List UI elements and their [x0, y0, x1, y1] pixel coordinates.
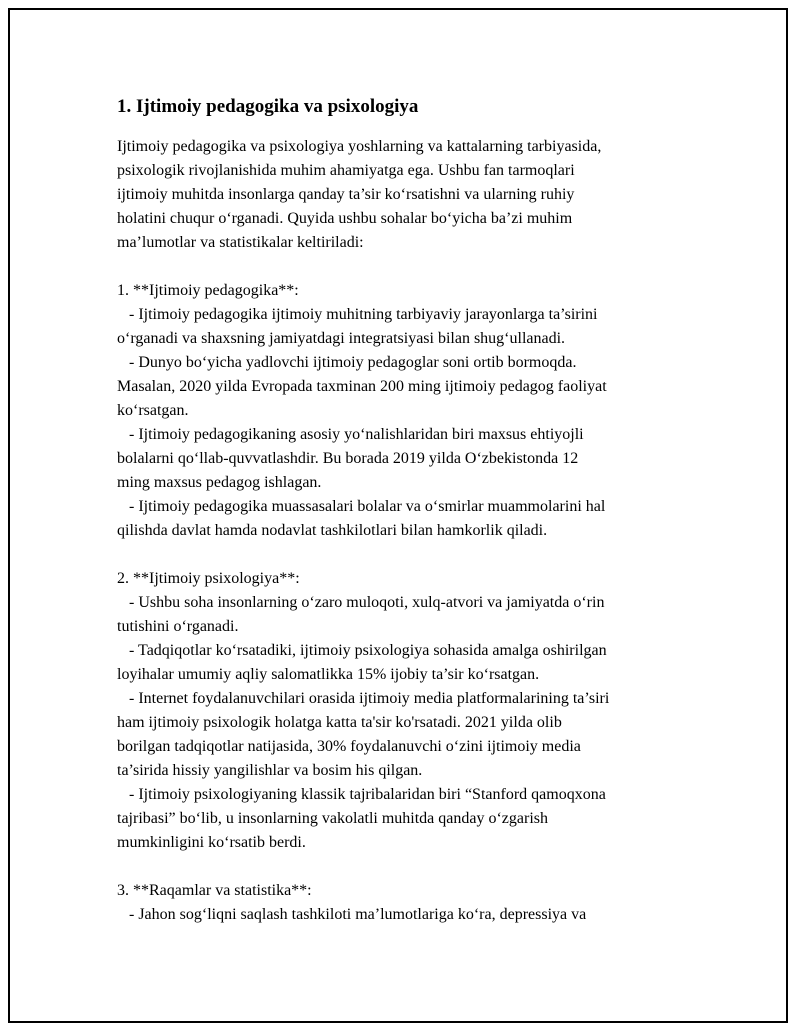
section-social-psychology: 2. **Ijtimoiy psixologiya**: - Ushbu soha insonlarning o‘zaro muloqoti, xulq-atvori va jamiyatda o‘rin tutishini o‘rganadi. - Tadqiqotlar ko‘rsatadiki, ijtimoiy psixologiya sohasida amalga oshirilgan loyihalar umumiy aqliy salomatlikka 15% ijobiy ta’sir ko‘rsatgan. - Internet foydalanuvchilari orasida ijtimoiy media platformalarining ta’siri ham ijtimoiy psixologik holatga katta ta'sir ko'rsatadi. 2021 yilda olib borilgan tadqiqotlar natijasida, 30% foydalanuvchi o‘zini ijtimoiy media ta’sirida hissiy yangilishlar va bosim his qilgan. - Ijtimoiy psixologiyaning klassik tajribalaridan biri “Stanford qamoqxona tajribasi” bo‘lib, u insonlarning vakolatli muhitda qanday o‘zgarish mumkinligini ko‘rsatib berdi.	[117, 570, 610, 851]
document-body	[117, 95, 697, 927]
spacer	[117, 543, 697, 567]
spacer	[117, 255, 697, 279]
intro-paragraph: Ijtimoiy pedagogika va psixologiya yoshlarning va kattalarning tarbiyasida, psixologik rivojlanishida muhim ahamiyatga ega. Ushbu fan tarmoqlari ijtimoiy muhitda insonlarga qanday ta’sir ko‘rsatishni va ularning ruhiy holatini chuqur o‘rganadi. Quyida ushbu sohalar bo‘yicha ba’zi muhim ma’lumotlar va statistikalar keltiriladi:	[117, 138, 602, 251]
section-numbers-statistics: 3. **Raqamlar va statistika**: - Jahon sog‘liqni saqlash tashkiloti ma’lumotlariga ko‘ra, depressiya va	[117, 882, 587, 923]
spacer	[117, 855, 697, 879]
section-social-pedagogy: 1. **Ijtimoiy pedagogika**: - Ijtimoiy pedagogika ijtimoiy muhitning tarbiyaviy jarayonlarga ta’sirini o‘rganadi va shaxsning jamiyatdagi integratsiyasi bilan shug‘ullanadi. - Dunyo bo‘yicha yadlovchi ijtimoiy pedagoglar soni ortib bormoqda. Masalan, 2020 yilda Evropada taxminan 200 ming ijtimoiy pedagog faoliyat ko‘rsatgan. - Ijtimoiy pedagogikaning asosiy yo‘nalishlaridan biri maxsus ehtiyojli bolalarni qo‘llab-quvvatlashdir. Bu borada 2019 yilda O‘zbekistonda 12 ming maxsus pedagog ishlagan. - Ijtimoiy pedagogika muassasalari bolalar va o‘smirlar muammolarini hal qilishda davlat hamda nodavlat tashkilotlari bilan hamkorlik qiladi.	[117, 282, 607, 539]
document-title: 1. Ijtimoiy pedagogika va psixologiya	[117, 96, 419, 117]
